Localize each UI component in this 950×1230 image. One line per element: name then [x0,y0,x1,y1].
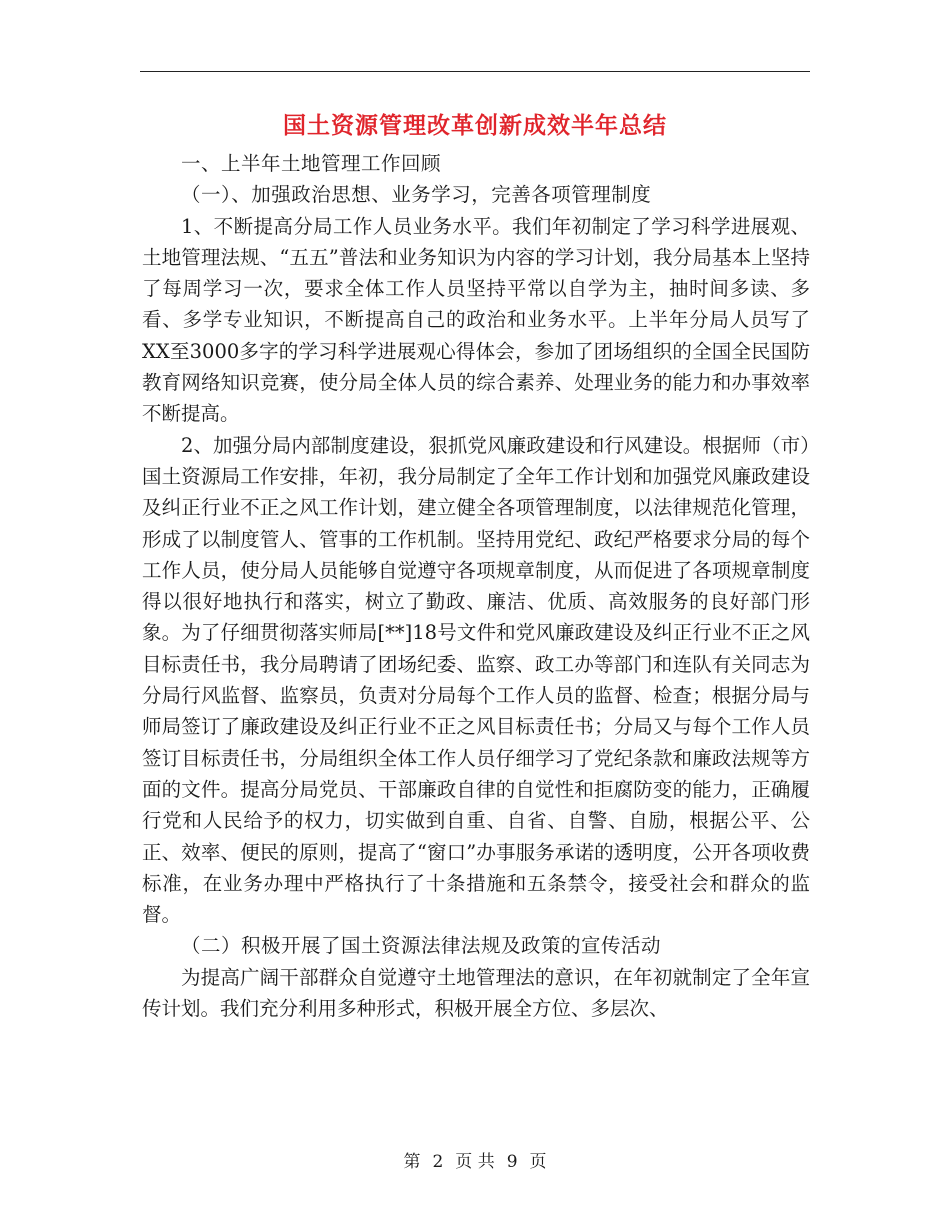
paragraph-2: 2、加强分局内部制度建设，狠抓党风廉政建设和行风建设。根据师（市）国土资源局工作安排，年初，我分局制定了全年工作计划和加强党风廉政建设及纠正行业不正之风工作计划，建立健全各项管理制度，以法律规范化管理，形成了以制度管人、管事的工作机制。坚持用党纪、政纪严格要求分局的每个工作人员，使分局人员能够自觉遵守各项规章制度，从而促进了各项规章制度得以很好地执行和落实，树立了勤政、廉洁、优质、高效服务的良好部门形象。为了仔细贯彻落实师局[**]18号文件和党风廉政建设及纠正行业不正之风目标责任书，我分局聘请了团场纪委、监察、政工办等部门和连队有关同志为分局行风监督、监察员，负责对分局每个工作人员的监督、检查；根据分局与师局签订了廉政建设及纠正行业不正之风目标责任书；分局又与每个工作人员签订目标责任书，分局组织全体工作人员仔细学习了党纪条款和廉政法规等方面的文件。提高分局党员、干部廉政自律的自觉性和拒腐防变的能力，正确履行党和人民给予的权力，切实做到自重、自省、自警、自励，根据公平、公正、效率、便民的原则，提高了“窗口”办事服务承诺的透明度，公开各项收费标准，在业务办理中严格执行了十条措施和五条禁令，接受社会和群众的监督。 [142,433,810,927]
subsection-heading-1: （一）、加强政治思想、业务学习，完善各项管理制度 [181,183,652,207]
current-page-number: 2 [432,1152,444,1172]
paragraph-1: 1、不断提高分局工作人员业务水平。我们年初制定了学习科学进展观、土地管理法规、“五五”普法和业务知识为内容的学习计划，我分局基本上坚持了每周学习一次，要求全体工作人员坚持平常以自学为主，抽时间多读、多看、多学专业知识，不断提高自己的政治和业务水平。上半年分局人员写了XX至3000多字的学习科学进展观心得体会，参加了团场组织的全国全民国防教育网络知识竞赛，使分局全体人员的综合素养、处理业务的能力和办事效率不断提高。 [142,214,810,426]
document-title: 国土资源管理改革创新成效半年总结 [283,112,667,139]
total-pages-number: 9 [506,1152,518,1172]
footer-middle: 页 共 [455,1152,495,1172]
paragraph-3: 为提高广阔干部群众自觉遵守土地管理法的意识，在年初就制定了全年宣传计划。我们充分利用多种形式，积极开展全方位、多层次、 [142,965,810,1021]
page-footer [0,1150,950,1174]
subsection-heading-2: （二）积极开展了国土资源法律法规及政策的宣传活动 [181,934,662,958]
footer-prefix: 第 [403,1152,421,1172]
document-body [142,148,810,1024]
section-heading-1: 一、上半年土地管理工作回顾 [181,152,442,175]
header-rule [140,71,810,72]
footer-suffix: 页 [529,1152,547,1172]
